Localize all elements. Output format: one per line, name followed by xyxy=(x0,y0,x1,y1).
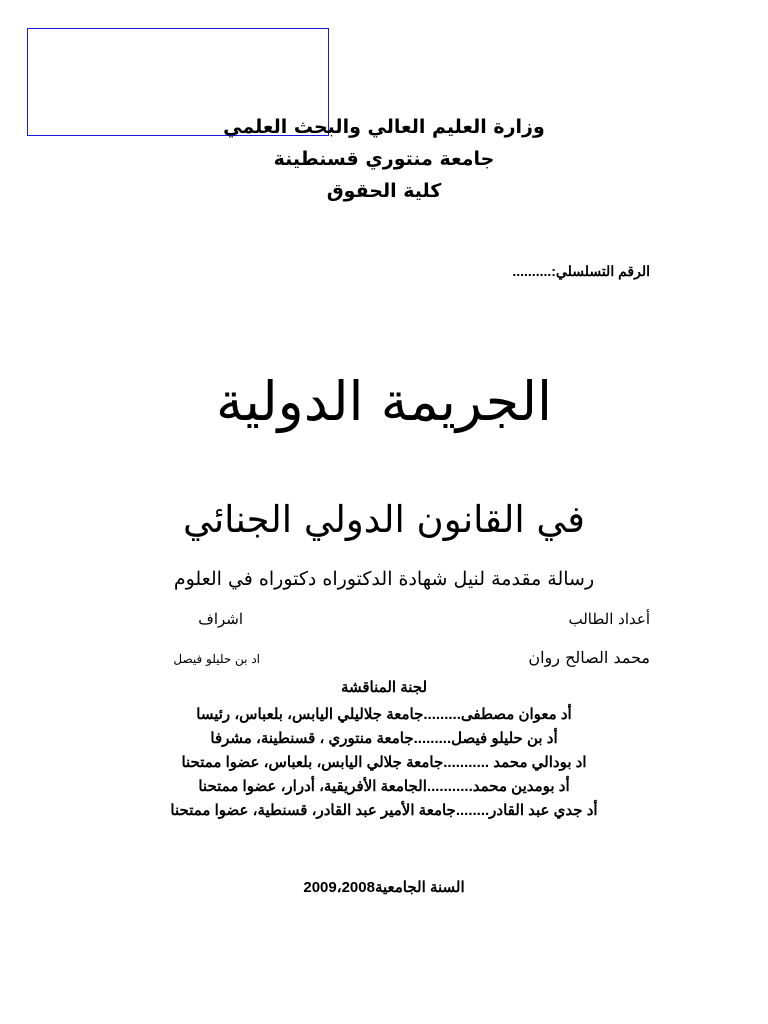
sub-title: في القانون الدولي الجنائي xyxy=(183,498,585,541)
committee-member: أد بومدين محمد...........الجامعة الأفريقية، أدرار، عضوا ممتحنا xyxy=(198,778,570,795)
academic-year: السنة الجامعية2009،2008 xyxy=(303,879,465,896)
university-line: جامعة منتوري قسنطينة xyxy=(273,148,495,170)
supervisor-label: اشراف xyxy=(198,610,243,628)
serial-number: الرقم التسلسلي:.......... xyxy=(512,263,650,279)
committee-member: اد بودالي محمد ...........جامعة جلالي اليابس، بلعباس، عضوا ممتحنا xyxy=(181,754,587,771)
supervisor-name: اد بن حليلو فيصل xyxy=(173,652,260,666)
ministry-line: وزارة العليم العالي والبحث العلمي xyxy=(223,116,545,138)
main-title: الجريمة الدولية xyxy=(215,370,553,433)
committee-member: أد جدي عبد القادر........جامعة الأمير عبد القادر، قسنطية، عضوا ممتحنا xyxy=(170,802,598,819)
committee-title: لجنة المناقشة xyxy=(340,679,428,696)
committee-member: أد معوان مصطفى.........جامعة جلاليلي اليابس، بلعباس، رئيسا xyxy=(196,706,572,723)
student-name: محمد الصالح روان xyxy=(528,648,650,667)
prepared-by-label: أعداد الطالب xyxy=(568,610,650,628)
committee-member: أد بن حليلو فيصل.........جامعة منتوري ، قسنطينة، مشرفا xyxy=(210,730,558,747)
faculty-line: كلية الحقوق xyxy=(326,180,442,202)
thesis-note: رسالة مقدمة لنيل شهادة الدكتوراه دكتوراه في العلوم xyxy=(173,568,595,590)
